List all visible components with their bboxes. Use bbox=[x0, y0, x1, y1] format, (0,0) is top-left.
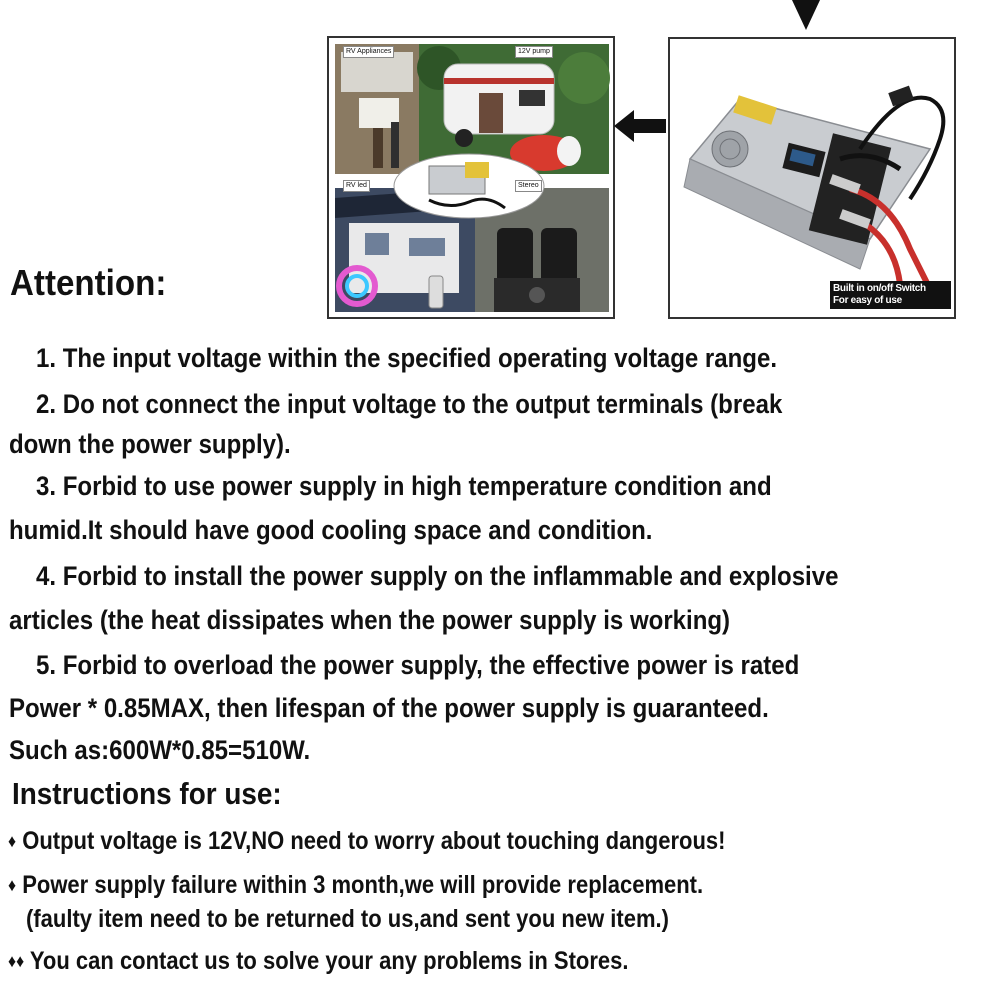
attention-line-5: 5. Forbid to overload the power supply, the effective power is rated bbox=[36, 650, 800, 680]
diamond-bullet-icon: ♦♦ bbox=[8, 951, 25, 971]
caption-line-1: Built in on/off Switch bbox=[833, 283, 926, 294]
attention-line-3: 3. Forbid to use power supply in high temperature condition and bbox=[36, 471, 772, 501]
left-arrow-icon bbox=[614, 110, 666, 142]
caption-line-2: For easy of use bbox=[833, 295, 902, 306]
attention-heading: Attention: bbox=[10, 262, 167, 303]
label-pump: 12V pump bbox=[515, 46, 553, 58]
instruction-text-2: Power supply failure within 3 month,we will provide replacement. bbox=[22, 871, 704, 899]
instruction-text-1: Output voltage is 12V,NO need to worry about touching dangerous! bbox=[22, 827, 726, 855]
label-rv-appliances: RV Appliances bbox=[343, 46, 394, 58]
instruction-item-3 bbox=[8, 946, 629, 976]
instruction-item-2 bbox=[8, 870, 703, 900]
instruction-item-2-note: (faulty item need to be returned to us,and sent you new item.) bbox=[26, 905, 669, 933]
instruction-item-1 bbox=[8, 826, 725, 856]
label-stereo: Stereo bbox=[515, 180, 542, 192]
power-supply-image bbox=[668, 37, 956, 319]
instructions-heading: Instructions for use: bbox=[12, 776, 282, 811]
attention-line-2: 2. Do not connect the input voltage to the output terminals (break bbox=[36, 389, 783, 419]
label-rv-led: RV led bbox=[343, 180, 370, 192]
attention-line-5-cont: Power * 0.85MAX, then lifespan of the power supply is guaranteed. bbox=[9, 693, 769, 723]
applications-collage bbox=[329, 38, 613, 317]
down-arrow-icon bbox=[792, 0, 820, 30]
attention-line-2-cont: down the power supply). bbox=[9, 429, 291, 459]
diamond-bullet-icon: ♦ bbox=[8, 831, 17, 851]
diamond-bullet-icon: ♦ bbox=[8, 875, 17, 895]
attention-line-5-example: Such as:600W*0.85=510W. bbox=[9, 735, 311, 765]
instruction-text-3: You can contact us to solve your any problems in Stores. bbox=[29, 947, 629, 975]
power-supply-caption bbox=[830, 281, 951, 309]
applications-image bbox=[327, 36, 615, 319]
attention-line-3-cont: humid.It should have good cooling space and condition. bbox=[9, 515, 653, 545]
attention-line-4: 4. Forbid to install the power supply on the inflammable and explosive bbox=[36, 561, 839, 591]
attention-line-1: 1. The input voltage within the specified operating voltage range. bbox=[36, 343, 778, 373]
attention-line-4-cont: articles (the heat dissipates when the power supply is working) bbox=[9, 605, 731, 635]
power-supply-illustration bbox=[670, 39, 954, 317]
